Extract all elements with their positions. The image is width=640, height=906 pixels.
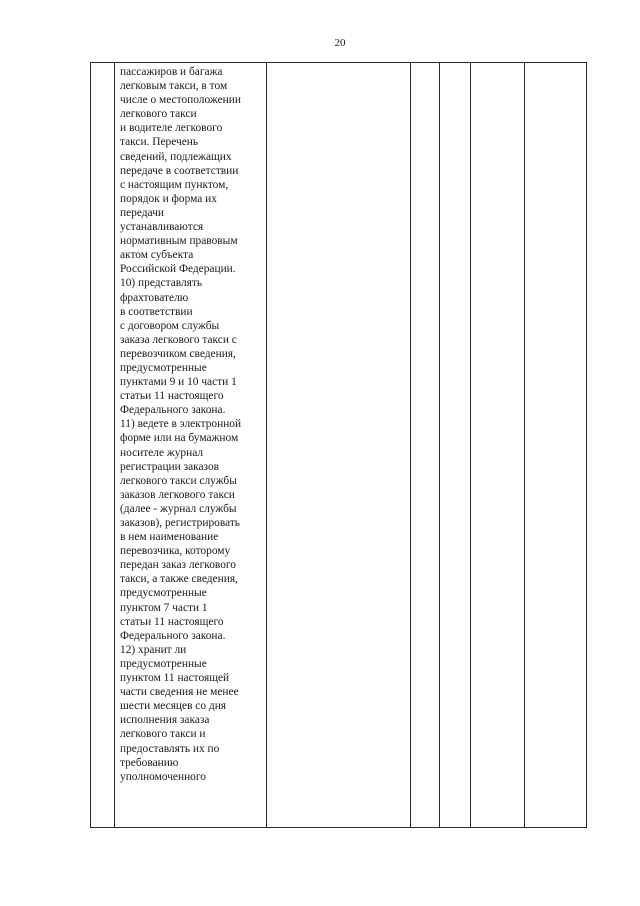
text-line: в соответствии [120,305,193,318]
text-line: порядок и форма их [120,192,217,205]
text-line: шести месяцев со дня [120,700,227,713]
text-line: заказов легкового такси [120,488,235,501]
text-line: заказа легкового такси с [120,333,237,346]
text-line: фрахтователю [120,291,189,304]
legal-reference-cell [267,63,411,828]
text-line: статьи 11 настоящего [120,390,224,403]
text-line: передаче в соответствии [120,164,239,177]
answer-yes-cell [411,63,440,828]
text-line: пунктами 9 и 10 части 1 [120,376,237,389]
text-line: регистрации заказов [120,460,220,473]
text-line: части сведения не менее [120,686,239,699]
text-line: носителе журнал [120,446,204,459]
text-line: предоставлять их по [120,742,220,755]
text-line: с настоящим пунктом, [120,178,229,191]
text-line: устанавливаются [120,221,204,234]
text-line: в нем наименование [120,531,219,544]
text-line: такси, а также сведения, [120,573,238,586]
text-line: легковым такси, в том [120,80,228,93]
text-line: числе о местоположении [120,94,241,107]
text-line: актом субъекта [120,249,194,262]
text-line: (далее - журнал службы [120,502,237,515]
table-row [91,63,587,828]
text-line: пассажиров и багажа [120,66,223,78]
text-line: легкового такси [120,108,197,121]
text-line: сведений, подлежащих [120,150,232,163]
text-line: статьи 11 настоящего [120,615,224,628]
text-line: передачи [120,206,164,219]
number-cell [91,63,115,828]
text-line: Федерального закона. [120,629,226,642]
text-line: требованию [120,756,179,769]
text-line: исполнения заказа [120,714,210,727]
text-line: 11) ведете в электронной [120,418,242,431]
document-table [90,62,587,828]
page-number: 20 [334,37,346,49]
text-line: пунктом 7 части 1 [120,601,208,614]
text-line: с договором службы [120,319,220,332]
text-line: предусмотренные [120,361,207,374]
answer-no-cell [440,63,471,828]
text-line: уполномоченного [120,770,206,783]
text-line: заказов), регистрировать [120,517,241,529]
text-line: легкового такси службы [120,474,237,487]
text-line: и водителе легкового [120,122,223,135]
text-line: нормативным правовым [120,235,238,248]
text-line: форме или на бумажном [120,432,239,445]
text-line: 12) хранит ли [120,643,187,656]
text-line: 10) представлять [120,277,203,290]
text-line: Федерального закона. [120,404,226,417]
notes-cell [525,63,587,828]
text-line: такси. Перечень [120,136,199,149]
text-line: Российской Федерации. [120,263,236,276]
requirement-text-cell [115,63,267,828]
text-line: легкового такси и [120,728,206,741]
text-line: перевозчиком сведения, [120,347,236,360]
text-line: передан заказ легкового [120,559,237,572]
text-line: пунктом 11 настоящей [120,672,230,685]
requirement-text [115,63,266,784]
text-line: предусмотренные [120,587,207,600]
not-applicable-cell [471,63,525,828]
text-line: перевозчика, которому [120,545,231,558]
text-line: предусмотренные [120,657,207,670]
